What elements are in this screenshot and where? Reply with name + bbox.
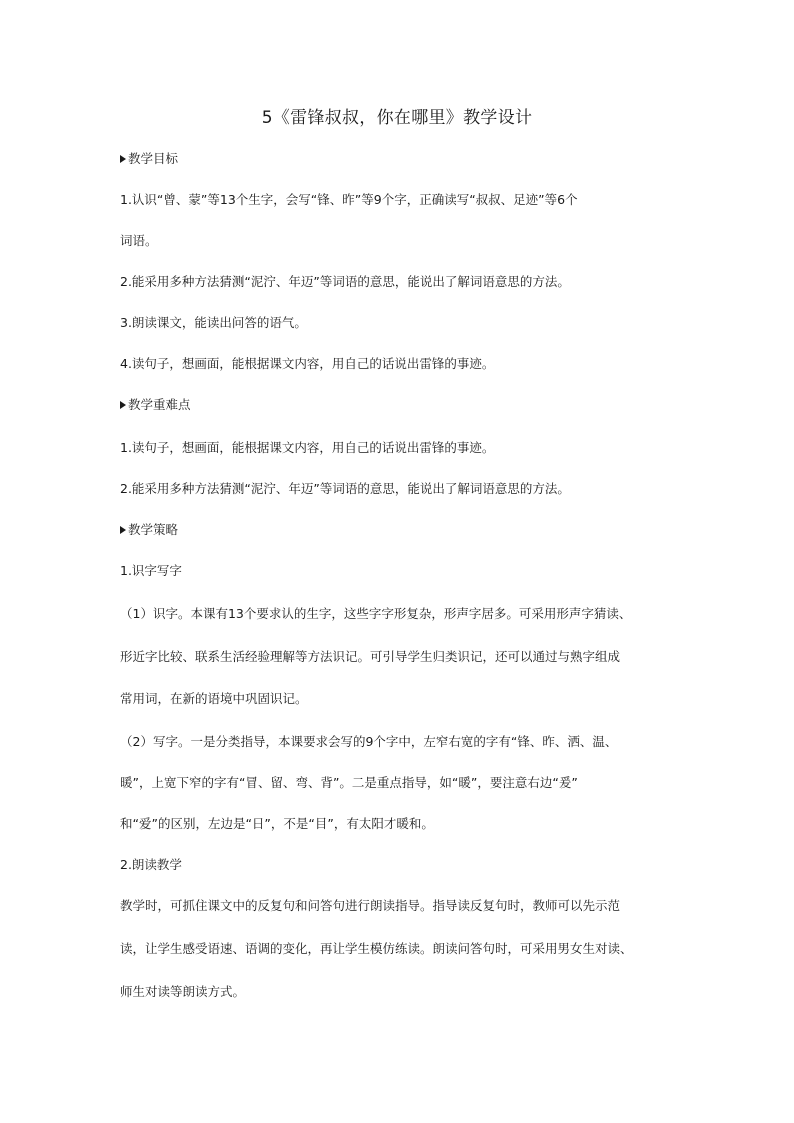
paragraph-line: 和“爱”的区别，左边是“日”，不是“目”，有太阳才暖和。 — [120, 816, 434, 831]
triangle-bullet-icon — [120, 155, 126, 163]
paragraph-line: 常用词，在新的语境中巩固识记。 — [120, 691, 308, 706]
paragraph-line: （2）写字。一是分类指导，本课要求会写的9个字中，左窄右宽的字有“锋、昨、洒、温、 — [120, 734, 618, 749]
section-heading-text: 教学重难点 — [128, 397, 191, 412]
section-heading-goals — [120, 150, 686, 168]
page-title: 5《雷锋叔叔，你在哪里》教学设计 — [261, 108, 533, 128]
paragraph-line: 1.认识“曾、蒙”等13个生字，会写“锋、昨”等9个字，正确读写“叔叔、足迹”等6个 — [120, 192, 578, 207]
paragraph-line: 2.能采用多种方法猜测“泥泞、年迈”等词语的意思，能说出了解词语意思的方法。 — [120, 481, 570, 496]
paragraph-line: 1.识字写字 — [120, 563, 182, 578]
paragraph-line: 师生对读等朗读方式。 — [120, 984, 246, 999]
paragraph-line: 2.朗读教学 — [120, 857, 182, 872]
paragraph-line: 1.读句子，想画面，能根据课文内容，用自己的话说出雷锋的事迹。 — [120, 440, 495, 455]
paragraph-line: 暖”，上宽下窄的字有“冒、留、弯、背”。二是重点指导，如“暖”，要注意右边“爰” — [120, 775, 578, 790]
paragraph-line: 2.能采用多种方法猜测“泥泞、年迈”等词语的意思，能说出了解词语意思的方法。 — [120, 274, 570, 289]
section-heading-key-points — [120, 396, 686, 414]
section-heading-strategy — [120, 521, 686, 539]
section-heading-text: 教学目标 — [128, 151, 179, 166]
paragraph-line: 词语。 — [120, 233, 158, 248]
paragraph-line: 教学时，可抓住课文中的反复句和问答句进行朗读指导。指导读反复句时，教师可以先示范 — [120, 898, 621, 913]
paragraph-line: 形近字比较、联系生活经验理解等方法识记。可引导学生归类识记，还可以通过与熟字组成 — [120, 649, 621, 664]
paragraph-line: 4.读句子，想画面，能根据课文内容，用自己的话说出雷锋的事迹。 — [120, 356, 495, 371]
triangle-bullet-icon — [120, 401, 126, 409]
triangle-bullet-icon — [120, 526, 126, 534]
paragraph-line: 3.朗读课文，能读出问答的语气。 — [120, 315, 307, 330]
paragraph-line: 读，让学生感受语速、语调的变化，再让学生模仿练读。朗读问答句时，可采用男女生对读、 — [120, 941, 633, 956]
paragraph-line: （1）识字。本课有13个要求认的生字，这些字字形复杂，形声字居多。可采用形声字猜读、 — [120, 606, 632, 621]
section-heading-text: 教学策略 — [128, 522, 179, 537]
